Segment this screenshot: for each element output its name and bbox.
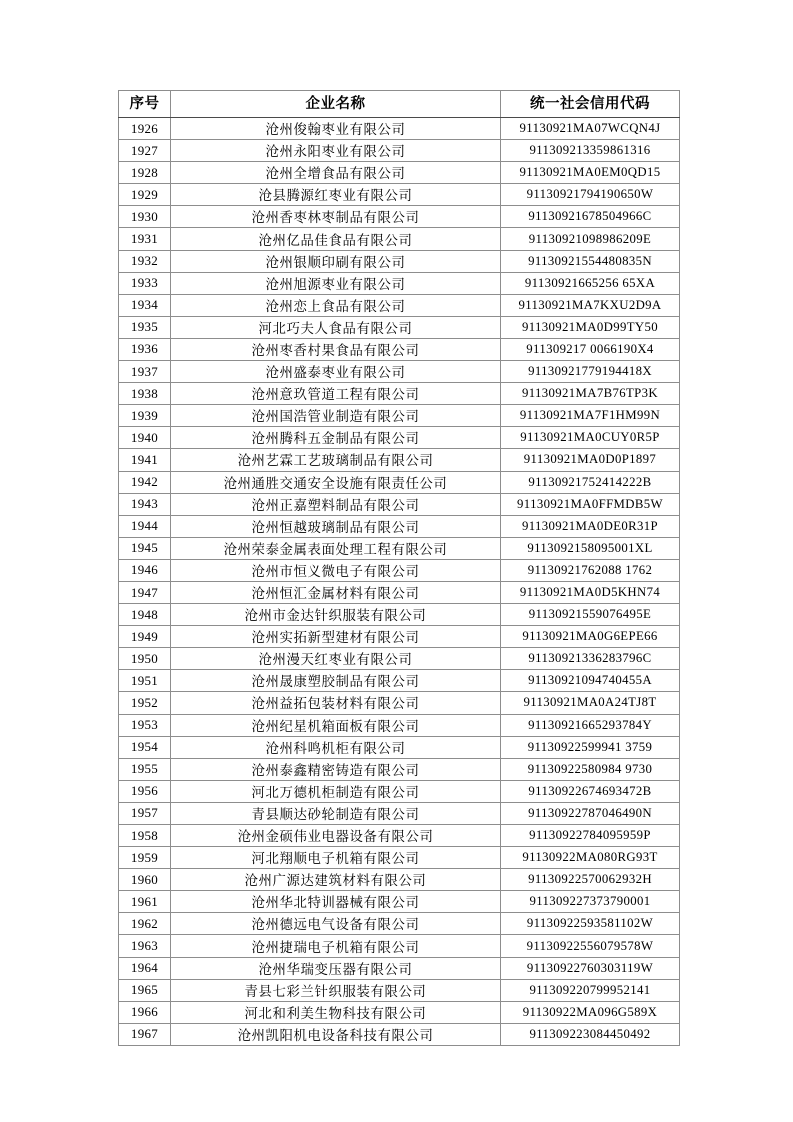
- cell-credit-code: 91130921665256 65XA: [501, 272, 680, 294]
- cell-enterprise-name: 沧州意玖管道工程有限公司: [171, 383, 501, 405]
- enterprise-registry-table: [118, 90, 680, 1046]
- cell-enterprise-name: 沧州德远电气设备有限公司: [171, 913, 501, 935]
- cell-enterprise-name: 沧州漫天红枣业有限公司: [171, 648, 501, 670]
- table-row: [119, 935, 680, 957]
- cell-credit-code: 91130921752414222B: [501, 471, 680, 493]
- cell-sequence: 1938: [119, 383, 171, 405]
- cell-sequence: 1926: [119, 118, 171, 140]
- cell-credit-code: 911309223084450492: [501, 1023, 680, 1045]
- table-row: [119, 913, 680, 935]
- cell-credit-code: 91130922MA096G589X: [501, 1001, 680, 1023]
- cell-credit-code: 91130921094740455A: [501, 670, 680, 692]
- table-row: [119, 825, 680, 847]
- cell-sequence: 1955: [119, 758, 171, 780]
- cell-credit-code: 91130922760303119W: [501, 957, 680, 979]
- cell-credit-code: 91130921MA0G6EPE66: [501, 626, 680, 648]
- cell-enterprise-name: 沧州广源达建筑材料有限公司: [171, 869, 501, 891]
- table-row: [119, 979, 680, 1001]
- cell-credit-code: 91130922593581102W: [501, 913, 680, 935]
- cell-credit-code: 91130922MA080RG93T: [501, 847, 680, 869]
- cell-credit-code: 91130922570062932H: [501, 869, 680, 891]
- cell-enterprise-name: 沧州益拓包装材料有限公司: [171, 692, 501, 714]
- cell-sequence: 1953: [119, 714, 171, 736]
- cell-sequence: 1946: [119, 559, 171, 581]
- table-row: [119, 427, 680, 449]
- cell-credit-code: 91130921098986209E: [501, 228, 680, 250]
- cell-credit-code: 91130921MA07WCQN4J: [501, 118, 680, 140]
- cell-enterprise-name: 沧州华北特训器械有限公司: [171, 891, 501, 913]
- table-row: [119, 228, 680, 250]
- table-row: [119, 847, 680, 869]
- cell-sequence: 1952: [119, 692, 171, 714]
- cell-enterprise-name: 沧县腾源红枣业有限公司: [171, 184, 501, 206]
- cell-sequence: 1966: [119, 1001, 171, 1023]
- table-row: [119, 670, 680, 692]
- cell-enterprise-name: 河北翔顺电子机箱有限公司: [171, 847, 501, 869]
- table-row: [119, 604, 680, 626]
- cell-sequence: 1935: [119, 316, 171, 338]
- table-row: [119, 802, 680, 824]
- table-row: [119, 957, 680, 979]
- cell-sequence: 1930: [119, 206, 171, 228]
- cell-sequence: 1928: [119, 162, 171, 184]
- cell-enterprise-name: 沧州金硕伟业电器设备有限公司: [171, 825, 501, 847]
- cell-credit-code: 91130921MA0D5KHN74: [501, 581, 680, 603]
- cell-sequence: 1945: [119, 537, 171, 559]
- cell-sequence: 1933: [119, 272, 171, 294]
- table-body: [119, 118, 680, 1046]
- table-row: [119, 648, 680, 670]
- table-row: [119, 714, 680, 736]
- cell-sequence: 1934: [119, 294, 171, 316]
- table-row: [119, 449, 680, 471]
- cell-sequence: 1931: [119, 228, 171, 250]
- cell-enterprise-name: 沧州永阳枣业有限公司: [171, 140, 501, 162]
- column-header-sequence: 序号: [119, 91, 171, 118]
- cell-sequence: 1927: [119, 140, 171, 162]
- cell-credit-code: 91130921794190650W: [501, 184, 680, 206]
- cell-sequence: 1942: [119, 471, 171, 493]
- cell-credit-code: 91130921678504966C: [501, 206, 680, 228]
- cell-enterprise-name: 沧州市恒义微电子有限公司: [171, 559, 501, 581]
- cell-credit-code: 911309220799952141: [501, 979, 680, 1001]
- cell-sequence: 1967: [119, 1023, 171, 1045]
- cell-sequence: 1943: [119, 493, 171, 515]
- table-row: [119, 559, 680, 581]
- cell-credit-code: 91130921MA0D0P1897: [501, 449, 680, 471]
- table-row: [119, 581, 680, 603]
- table-row: [119, 493, 680, 515]
- cell-credit-code: 91130922556079578W: [501, 935, 680, 957]
- cell-sequence: 1961: [119, 891, 171, 913]
- cell-credit-code: 91130922599941 3759: [501, 736, 680, 758]
- table-row: [119, 471, 680, 493]
- cell-enterprise-name: 沧州凯阳机电设备科技有限公司: [171, 1023, 501, 1045]
- cell-enterprise-name: 沧州香枣林枣制品有限公司: [171, 206, 501, 228]
- cell-credit-code: 91130921559076495E: [501, 604, 680, 626]
- cell-credit-code: 911309213359861316: [501, 140, 680, 162]
- cell-enterprise-name: 沧州全增食品有限公司: [171, 162, 501, 184]
- table-row: [119, 338, 680, 360]
- table-row: [119, 780, 680, 802]
- table-row: [119, 294, 680, 316]
- table-row: [119, 272, 680, 294]
- table-row: [119, 361, 680, 383]
- table-row: [119, 383, 680, 405]
- table-row: [119, 162, 680, 184]
- cell-sequence: 1932: [119, 250, 171, 272]
- cell-credit-code: 91130921MA0D99TY50: [501, 316, 680, 338]
- cell-enterprise-name: 沧州恋上食品有限公司: [171, 294, 501, 316]
- cell-sequence: 1948: [119, 604, 171, 626]
- cell-sequence: 1950: [119, 648, 171, 670]
- cell-credit-code: 91130921MA7F1HM99N: [501, 405, 680, 427]
- cell-credit-code: 91130921MA7B76TP3K: [501, 383, 680, 405]
- cell-enterprise-name: 河北和利美生物科技有限公司: [171, 1001, 501, 1023]
- table-row: [119, 626, 680, 648]
- column-header-credit-code: 统一社会信用代码: [501, 91, 680, 118]
- cell-sequence: 1947: [119, 581, 171, 603]
- cell-credit-code: 91130921336283796C: [501, 648, 680, 670]
- cell-credit-code: 91130921MA0CUY0R5P: [501, 427, 680, 449]
- cell-enterprise-name: 沧州俊翰枣业有限公司: [171, 118, 501, 140]
- table-row: [119, 692, 680, 714]
- cell-credit-code: 91130921762088 1762: [501, 559, 680, 581]
- cell-credit-code: 91130922580984 9730: [501, 758, 680, 780]
- cell-credit-code: 91130921MA0FFMDB5W: [501, 493, 680, 515]
- table-row: [119, 140, 680, 162]
- cell-credit-code: 9113092158095001XL: [501, 537, 680, 559]
- cell-sequence: 1954: [119, 736, 171, 758]
- cell-sequence: 1940: [119, 427, 171, 449]
- cell-credit-code: 911309227373790001: [501, 891, 680, 913]
- table-header: [119, 91, 680, 118]
- cell-enterprise-name: 沧州通胜交通安全设施有限责任公司: [171, 471, 501, 493]
- cell-sequence: 1951: [119, 670, 171, 692]
- table-row: [119, 891, 680, 913]
- table-row: [119, 869, 680, 891]
- cell-credit-code: 911309217 0066190X4: [501, 338, 680, 360]
- table-row: [119, 118, 680, 140]
- table-row: [119, 206, 680, 228]
- cell-enterprise-name: 沧州正嘉塑料制品有限公司: [171, 493, 501, 515]
- table-row: [119, 515, 680, 537]
- cell-sequence: 1957: [119, 802, 171, 824]
- cell-sequence: 1944: [119, 515, 171, 537]
- cell-enterprise-name: 沧州荣泰金属表面处理工程有限公司: [171, 537, 501, 559]
- cell-enterprise-name: 青县顺达砂轮制造有限公司: [171, 802, 501, 824]
- cell-enterprise-name: 沧州晟康塑胶制品有限公司: [171, 670, 501, 692]
- cell-sequence: 1958: [119, 825, 171, 847]
- cell-credit-code: 91130921665293784Y: [501, 714, 680, 736]
- cell-enterprise-name: 沧州市金达针织服装有限公司: [171, 604, 501, 626]
- cell-enterprise-name: 青县七彩兰针织服装有限公司: [171, 979, 501, 1001]
- table-row: [119, 405, 680, 427]
- cell-enterprise-name: 沧州艺霖工艺玻璃制品有限公司: [171, 449, 501, 471]
- cell-sequence: 1959: [119, 847, 171, 869]
- cell-credit-code: 91130921554480835N: [501, 250, 680, 272]
- cell-enterprise-name: 沧州国浩管业制造有限公司: [171, 405, 501, 427]
- cell-sequence: 1949: [119, 626, 171, 648]
- column-header-enterprise-name: 企业名称: [171, 91, 501, 118]
- cell-credit-code: 91130921MA0A24TJ8T: [501, 692, 680, 714]
- cell-enterprise-name: 沧州华瑞变压器有限公司: [171, 957, 501, 979]
- cell-credit-code: 91130922787046490N: [501, 802, 680, 824]
- cell-sequence: 1963: [119, 935, 171, 957]
- cell-sequence: 1964: [119, 957, 171, 979]
- cell-sequence: 1962: [119, 913, 171, 935]
- cell-credit-code: 91130922674693472B: [501, 780, 680, 802]
- cell-enterprise-name: 沧州实拓新型建材有限公司: [171, 626, 501, 648]
- cell-sequence: 1929: [119, 184, 171, 206]
- table-row: [119, 316, 680, 338]
- table-row: [119, 250, 680, 272]
- cell-enterprise-name: 沧州亿品佳食品有限公司: [171, 228, 501, 250]
- cell-credit-code: 91130921MA7KXU2D9A: [501, 294, 680, 316]
- cell-sequence: 1941: [119, 449, 171, 471]
- table-row: [119, 758, 680, 780]
- cell-sequence: 1956: [119, 780, 171, 802]
- cell-credit-code: 91130921MA0EM0QD15: [501, 162, 680, 184]
- cell-enterprise-name: 沧州泰鑫精密铸造有限公司: [171, 758, 501, 780]
- table-row: [119, 1023, 680, 1045]
- cell-enterprise-name: 沧州腾科五金制品有限公司: [171, 427, 501, 449]
- cell-enterprise-name: 河北万德机柜制造有限公司: [171, 780, 501, 802]
- cell-enterprise-name: 沧州银顺印刷有限公司: [171, 250, 501, 272]
- cell-credit-code: 91130921779194418X: [501, 361, 680, 383]
- table-row: [119, 537, 680, 559]
- cell-sequence: 1939: [119, 405, 171, 427]
- cell-sequence: 1965: [119, 979, 171, 1001]
- cell-sequence: 1960: [119, 869, 171, 891]
- cell-enterprise-name: 沧州捷瑞电子机箱有限公司: [171, 935, 501, 957]
- cell-enterprise-name: 沧州恒汇金属材料有限公司: [171, 581, 501, 603]
- cell-enterprise-name: 沧州盛泰枣业有限公司: [171, 361, 501, 383]
- cell-enterprise-name: 沧州旭源枣业有限公司: [171, 272, 501, 294]
- table-row: [119, 1001, 680, 1023]
- cell-enterprise-name: 沧州纪星机箱面板有限公司: [171, 714, 501, 736]
- cell-sequence: 1937: [119, 361, 171, 383]
- cell-sequence: 1936: [119, 338, 171, 360]
- table-row: [119, 736, 680, 758]
- table-header-row: [119, 91, 680, 118]
- cell-enterprise-name: 沧州科鸣机柜有限公司: [171, 736, 501, 758]
- cell-credit-code: 91130921MA0DE0R31P: [501, 515, 680, 537]
- cell-enterprise-name: 沧州恒越玻璃制品有限公司: [171, 515, 501, 537]
- cell-credit-code: 91130922784095959P: [501, 825, 680, 847]
- cell-enterprise-name: 沧州枣香村果食品有限公司: [171, 338, 501, 360]
- table-row: [119, 184, 680, 206]
- cell-enterprise-name: 河北巧夫人食品有限公司: [171, 316, 501, 338]
